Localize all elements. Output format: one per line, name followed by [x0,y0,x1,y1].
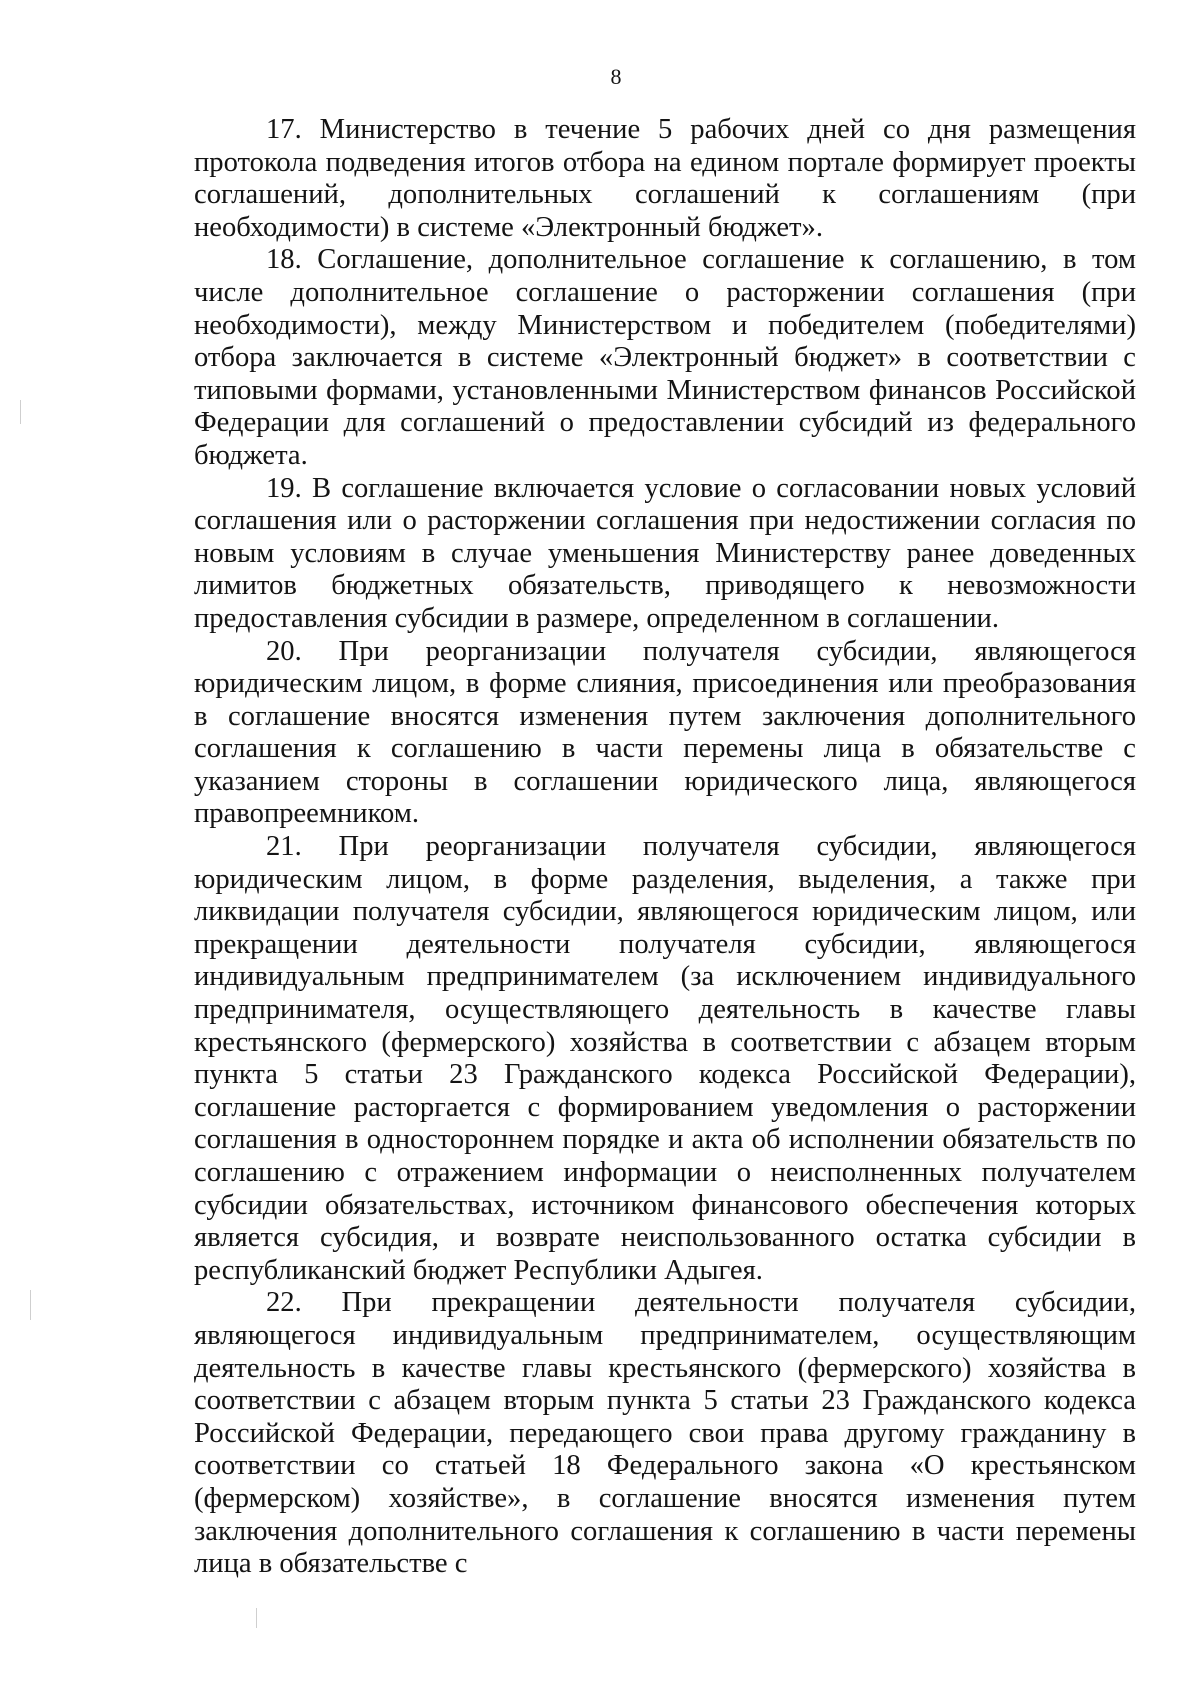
paragraph-19: 19. В соглашение включается условие о согласовании новых условий соглашения или о расторжении соглашения при недостижении согласия по новым условиям в случае уменьшения Министерству ранее доведенных лимитов бюджетных обязательств, приводящего к невозможности предоставления субсидии в размере, определенном в соглашении. [194,472,1136,634]
scan-artifact [30,1290,31,1320]
paragraph-18: 18. Соглашение, дополнительное соглашение к соглашению, в том числе дополнительное соглашение о расторжении соглашения (при необходимости), между Министерством и победителем (победителями) отбора заключается в системе «Электронный бюджет» в соответствии с типовыми формами, установленными Министерством финансов Российской Федерации для соглашений о предоставлении субсидий из федерального бюджета. [194,244,1136,471]
scan-artifact [256,1608,257,1628]
document-body [194,114,1136,1581]
paragraph-17: 17. Министерство в течение 5 рабочих дней со дня размещения протокола подведения итогов отбора на едином портале формирует проекты соглашений, дополнительных соглашений к соглашениям (при необходимости) в системе «Электронный бюджет». [194,114,1136,243]
paragraph-20: 20. При реорганизации получателя субсидии, являющегося юридическим лицом, в форме слияния, присоединения или преобразования в соглашение вносятся изменения путем заключения дополнительного соглашения к соглашению в части перемены лица в обязательстве с указанием стороны в соглашении юридического лица, являющегося правопреемником. [194,635,1136,830]
scan-artifact [20,400,21,424]
paragraph-21: 21. При реорганизации получателя субсидии, являющегося юридическим лицом, в форме разделения, выделения, а также при ликвидации получателя субсидии, являющегося юридическим лицом, или прекращении деятельности получателя субсидии, являющегося индивидуальным предпринимателем (за исключением индивидуального предпринимателя, осуществляющего деятельность в качестве главы крестьянского (фермерского) хозяйства в соответствии с абзацем вторым пункта 5 статьи 23 Гражданского кодекса Российской Федерации), соглашение расторгается с формированием уведомления о расторжении соглашения в одностороннем порядке и акта об исполнении обязательств по соглашению с отражением информации о неисполненных получателем субсидии обязательствах, источником финансового обеспечения которых является субсидия, и возврате неиспользованного остатка субсидии в республиканский бюджет Республики Адыгея. [194,831,1136,1286]
page-number: 8 [610,64,622,89]
paragraph-22: 22. При прекращении деятельности получателя субсидии, являющегося индивидуальным предпринимателем, осуществляющим деятельность в качестве главы крестьянского (фермерского) хозяйства в соответствии с абзацем вторым пункта 5 статьи 23 Гражданского кодекса Российской Федерации, передающего свои права другому гражданину в соответствии со статьей 18 Федерального закона «О крестьянском (фермерском) хозяйстве», в соглашение вносятся изменения путем заключения дополнительного соглашения к соглашению в части перемены лица в обязательстве с [194,1287,1136,1580]
